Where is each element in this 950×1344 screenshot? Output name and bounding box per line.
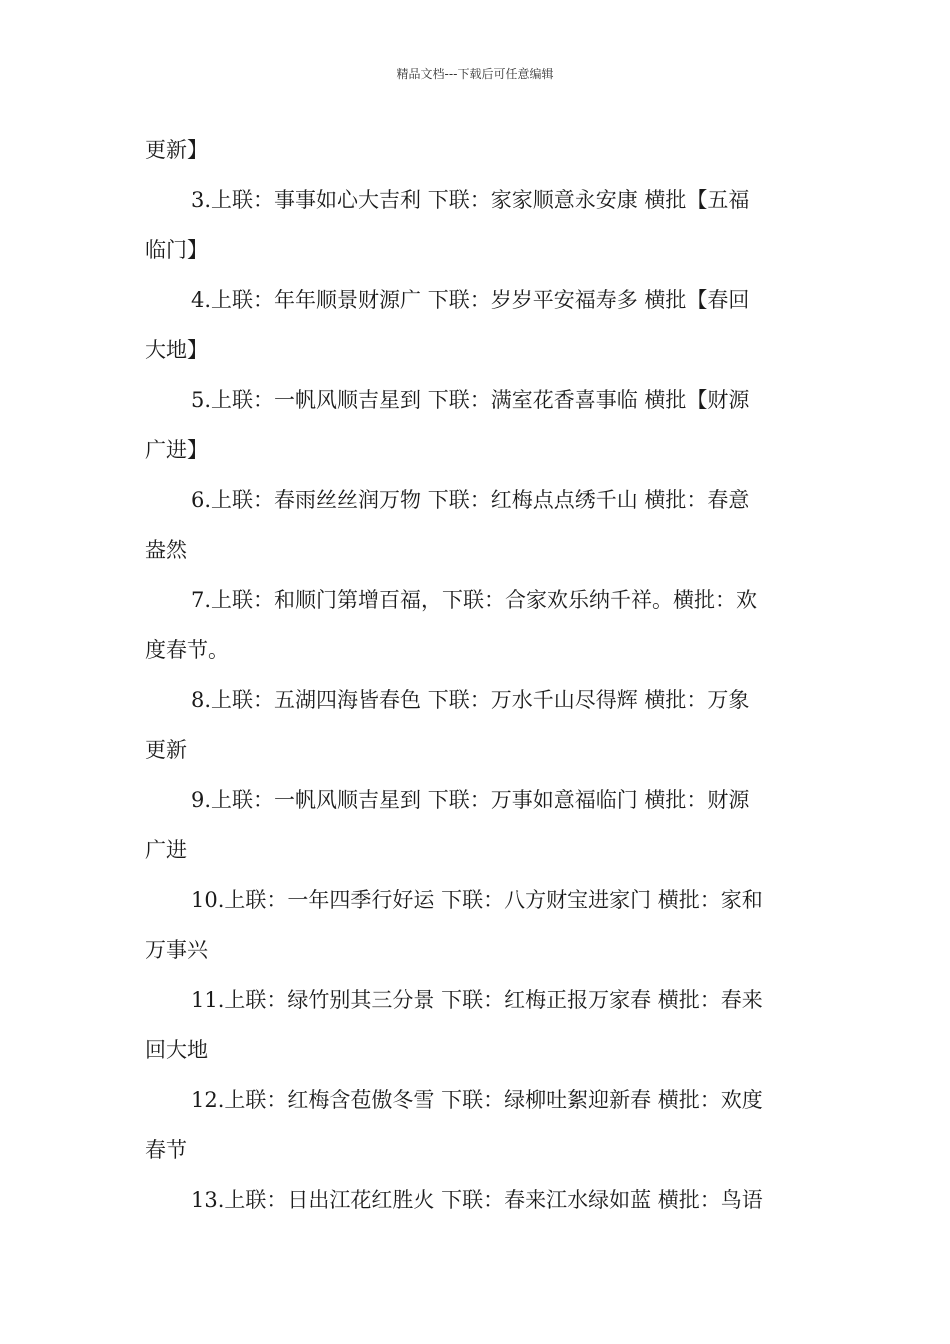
text-line: 广进】 bbox=[145, 438, 208, 462]
document-body bbox=[145, 130, 807, 1230]
text-line: 春节 bbox=[145, 1138, 187, 1162]
text-line: 万事兴 bbox=[145, 938, 208, 962]
text-line: 更新】 bbox=[145, 138, 208, 162]
couplet-item-13: 13.上联：日出江花红胜火 下联：春来江水绿如蓝 横批：鸟语 bbox=[191, 1188, 763, 1212]
couplet-item-8: 8.上联：五湖四海皆春色 下联：万水千山尽得辉 横批：万象 bbox=[191, 688, 750, 712]
text-line: 盎然 bbox=[145, 538, 187, 562]
couplet-item-5: 5.上联：一帆风顺吉星到 下联：满室花香喜事临 横批【财源 bbox=[191, 388, 750, 412]
page-header: 精品文档---下载后可任意编辑 bbox=[396, 67, 554, 81]
text-line: 广进 bbox=[145, 838, 187, 862]
couplet-item-7: 7.上联：和顺门第增百福，下联：合家欢乐纳千祥。横批：欢 bbox=[191, 588, 758, 612]
couplet-item-11: 11.上联：绿竹别其三分景 下联：红梅正报万家春 横批：春来 bbox=[191, 988, 763, 1012]
couplet-item-3: 3.上联：事事如心大吉利 下联：家家顺意永安康 横批【五福 bbox=[191, 188, 750, 212]
text-line: 大地】 bbox=[145, 338, 208, 362]
text-line: 更新 bbox=[145, 738, 187, 762]
text-line: 临门】 bbox=[145, 238, 208, 262]
couplet-item-10: 10.上联：一年四季行好运 下联：八方财宝进家门 横批：家和 bbox=[191, 888, 763, 912]
couplet-item-9: 9.上联：一帆风顺吉星到 下联：万事如意福临门 横批：财源 bbox=[191, 788, 750, 812]
couplet-item-12: 12.上联：红梅含苞傲冬雪 下联：绿柳吐絮迎新春 横批：欢度 bbox=[191, 1088, 763, 1112]
text-line: 度春节。 bbox=[145, 638, 229, 662]
couplet-item-4: 4.上联：年年顺景财源广 下联：岁岁平安福寿多 横批【春回 bbox=[191, 288, 750, 312]
couplet-item-6: 6.上联：春雨丝丝润万物 下联：红梅点点绣千山 横批：春意 bbox=[191, 488, 750, 512]
text-line: 回大地 bbox=[145, 1038, 208, 1062]
